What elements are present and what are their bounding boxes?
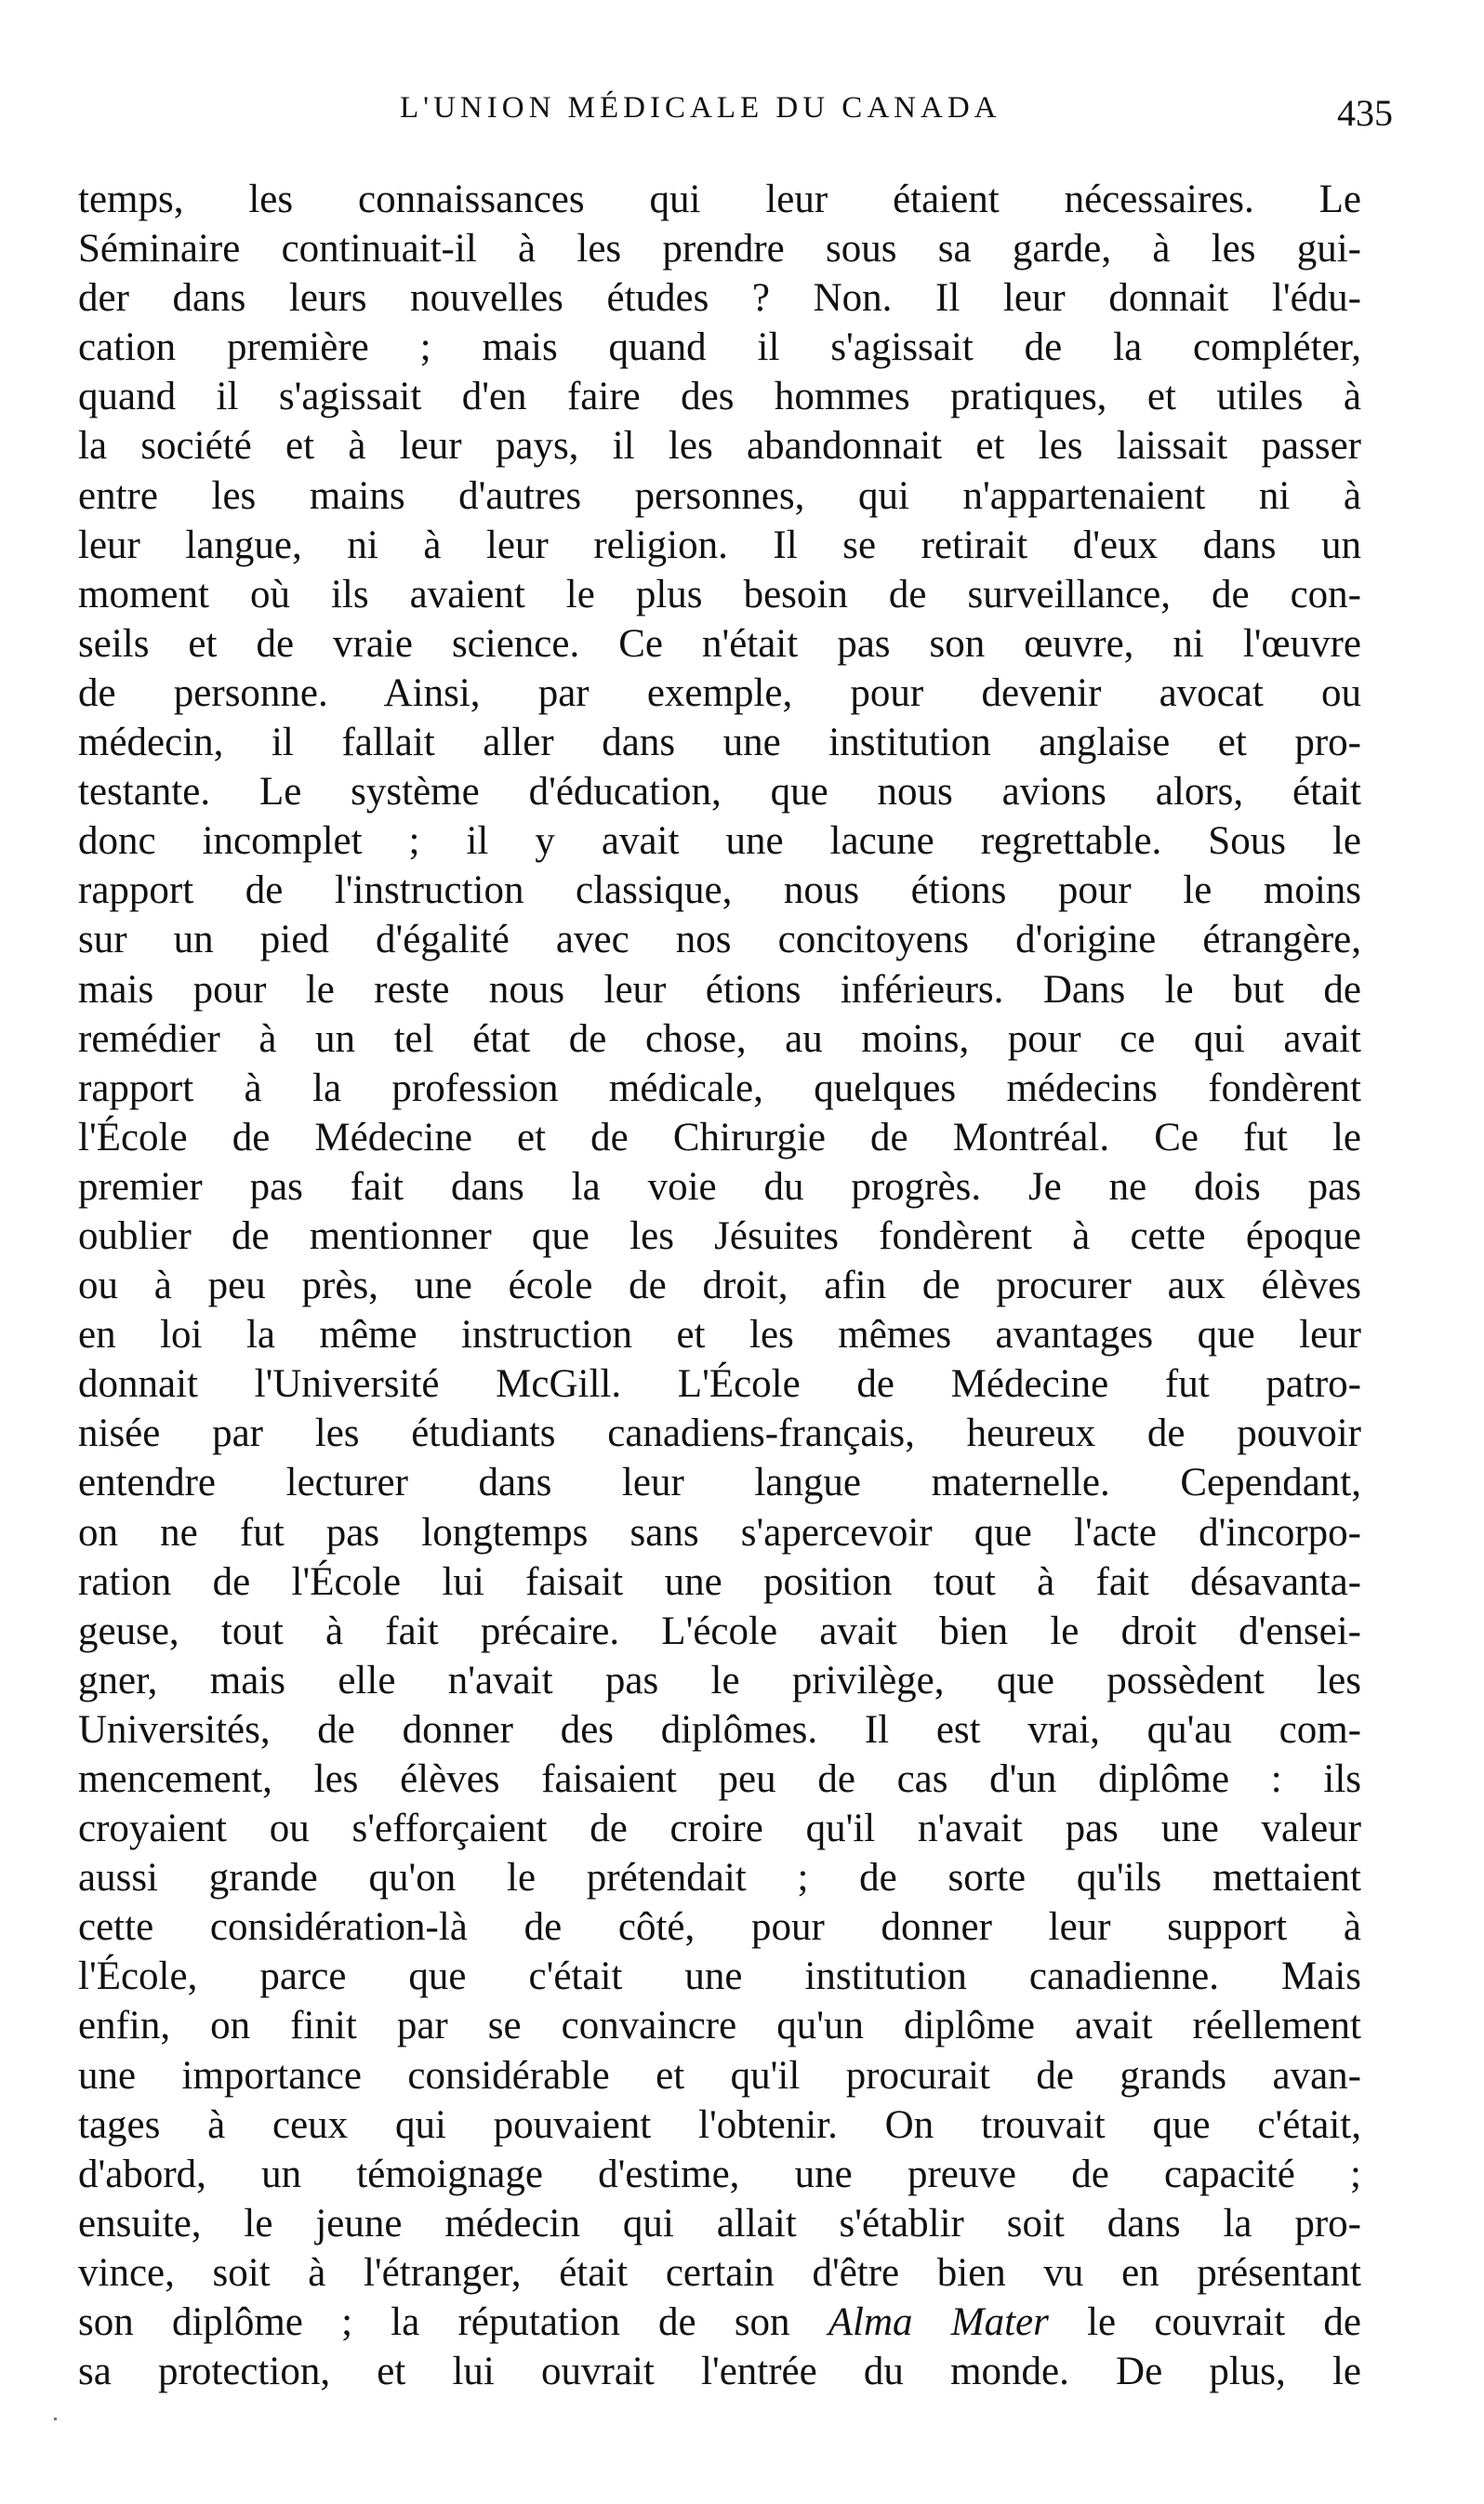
text-line: entendre lecturer dans leur langue maternelle. Cependant, [78,1461,1361,1505]
line-segment: son diplôme ; la réputation de son [78,2300,828,2345]
text-line: l'École, parce que c'était une institution canadienne. Mais [78,1954,1361,1999]
text-line: der dans leurs nouvelles études ? Non. Il leur donnait l'édu- [78,276,1361,321]
text-line: mencement, les élèves faisaient peu de cas d'un diplôme : ils [78,1757,1361,1801]
text-line: mais pour le reste nous leur étions inférieurs. Dans le but de [78,967,1361,1012]
text-line: on ne fut pas longtemps sans s'apercevoir que l'acte d'incorpo- [78,1510,1361,1555]
text-line: sur un pied d'égalité avec nos concitoyens d'origine étrangère, [78,918,1361,962]
page-speck [54,2418,57,2420]
italic-phrase: Alma Mater [828,2300,1049,2345]
text-line-last: sa protection, et lui ouvrait l'entrée du monde. De plus, le [78,2350,1361,2394]
text-line: leur langue, ni à leur religion. Il se retirait d'eux dans un [78,523,1361,567]
text-line: vince, soit à l'étranger, était certain d'être bien vu en présentant [78,2250,1361,2295]
body-text [78,175,1361,2396]
text-line: ration de l'École lui faisait une position tout à fait désavanta- [78,1559,1361,1604]
text-line: cette considération-là de côté, pour donner leur support à [78,1905,1361,1950]
line-segment: le couvrait de [1048,2300,1361,2345]
page-number: 435 [1337,92,1393,134]
text-line: donnait l'Université McGill. L'École de Médecine fut patro- [78,1362,1361,1407]
text-line: d'abord, un témoignage d'estime, une preuve de capacité ; [78,2152,1361,2196]
text-line: l'École de Médecine et de Chirurgie de Montréal. Ce fut le [78,1115,1361,1159]
text-line: entre les mains d'autres personnes, qui n'appartenaient ni à [78,473,1361,518]
text-line: enfin, on finit par se convaincre qu'un diplôme avait réellement [78,2004,1361,2048]
running-title: L'UNION MÉDICALE DU CANADA [400,91,1001,125]
text-line: une importance considérable et qu'il procurait de grands avan- [78,2053,1361,2098]
text-line: croyaient ou s'efforçaient de croire qu'il n'avait pas une valeur [78,1807,1361,1851]
text-line: de personne. Ainsi, par exemple, pour devenir avocat ou [78,670,1361,715]
text-line: remédier à un tel état de chose, au moins, pour ce qui avait [78,1016,1361,1061]
text-line: moment où ils avaient le plus besoin de surveillance, de con- [78,572,1361,616]
text-line: donc incomplet ; il y avait une lacune regrettable. Sous le [78,819,1361,864]
text-line: aussi grande qu'on le prétendait ; de sorte qu'ils mettaient [78,1856,1361,1901]
text-line: rapport de l'instruction classique, nous étions pour le moins [78,868,1361,913]
text-line: Universités, de donner des diplômes. Il est vrai, qu'au com- [78,1707,1361,1752]
text-line: gner, mais elle n'avait pas le privilège, que possèdent les [78,1658,1361,1702]
text-line: Séminaire continuait-il à les prendre sous sa garde, à les gui- [78,227,1361,272]
text-line: en loi la même instruction et les mêmes avantages que leur [78,1313,1361,1358]
text-line: testante. Le système d'éducation, que nous avions alors, était [78,770,1361,815]
text-line: oublier de mentionner que les Jésuites fondèrent à cette époque [78,1213,1361,1258]
text-line: ou à peu près, une école de droit, afin de procurer aux élèves [78,1264,1361,1308]
text-line: rapport à la profession médicale, quelques médecins fondèrent [78,1066,1361,1110]
text-line: ensuite, le jeune médecin qui allait s'établir soit dans la pro- [78,2201,1361,2246]
text-line: geuse, tout à fait précaire. L'école avait bien le droit d'ensei- [78,1609,1361,1653]
text-line: cation première ; mais quand il s'agissait de la compléter, [78,325,1361,370]
text-line: nisée par les étudiants canadiens-français, heureux de pouvoir [78,1411,1361,1456]
text-line-alma-mater [78,2298,1361,2347]
text-line: médecin, il fallait aller dans une institution anglaise et pro- [78,721,1361,765]
text-line: premier pas fait dans la voie du progrès. Je ne dois pas [78,1164,1361,1209]
text-line: quand il s'agissait d'en faire des hommes pratiques, et utiles à [78,375,1361,419]
text-line: tages à ceux qui pouvaient l'obtenir. On trouvait que c'était, [78,2102,1361,2147]
text-line: temps, les connaissances qui leur étaient nécessaires. Le [78,178,1361,221]
text-line: seils et de vraie science. Ce n'était pas son œuvre, ni l'œuvre [78,621,1361,666]
text-line: la société et à leur pays, il les abandonnait et les laissait passer [78,424,1361,469]
page-header [56,91,1393,147]
